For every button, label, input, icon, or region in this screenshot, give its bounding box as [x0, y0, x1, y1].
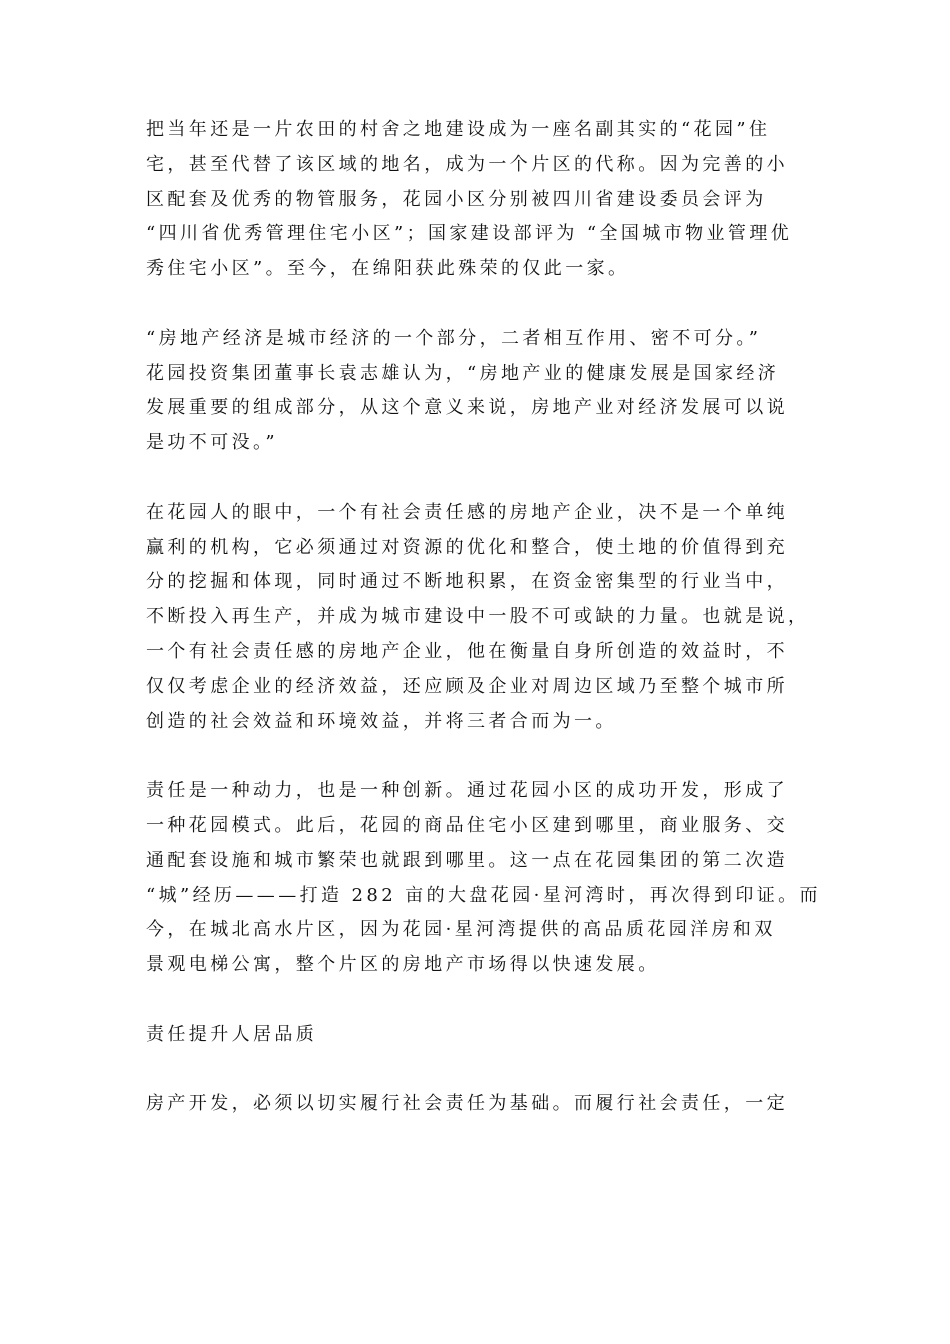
text-line: 分的挖掘和体现，同时通过不断地积累，在资金密集型的行业当中， [146, 571, 788, 593]
text-line: 一个有社会责任感的房地产企业，他在衡量自身所创造的效益时，不 [146, 640, 788, 662]
text-line: 花园投资集团董事长袁志雄认为，“房地产业的健康发展是国家经济 [146, 362, 780, 384]
text-line: 秀住宅小区”。至今，在绵阳获此殊荣的仅此一家。 [146, 258, 630, 280]
section-heading-text: 责任提升人居品质 [146, 1023, 318, 1045]
paragraph-final [146, 1087, 806, 1122]
article-body [146, 113, 821, 1157]
text-line: 区配套及优秀的物管服务，花园小区分别被四川省建设委员会评为 [146, 188, 767, 210]
text-line: 今，在城北高水片区，因为花园·星河湾提供的高品质花园洋房和双 [146, 919, 776, 941]
text-line: 房产开发，必须以切实履行社会责任为基础。而履行社会责任，一定 [146, 1093, 788, 1115]
paragraph-garden-community [146, 113, 806, 287]
text-line: 宅，甚至代替了该区域的地名，成为一个片区的代称。因为完善的小 [146, 153, 788, 175]
text-line: 仅仅考虑企业的经济效益，还应顾及企业对周边区域乃至整个城市所 [146, 675, 788, 697]
text-line: 是功不可没。” [146, 432, 279, 454]
text-line: “房地产经济是城市经济的一个部分，二者相互作用、密不可分。” [146, 327, 762, 349]
text-line: “城”经历———打造 282 亩的大盘花园·星河湾时，再次得到印证。而 [146, 884, 821, 906]
text-line: 发展重要的组成部分，从这个意义来说，房地产业对经济发展可以说 [146, 397, 788, 419]
text-line: “四川省优秀管理住宅小区”；国家建设部评为 “全国城市物业管理优 [146, 223, 793, 245]
text-line: 赢利的机构，它必须通过对资源的优化和整合，使土地的价值得到充 [146, 536, 788, 558]
text-line: 景观电梯公寓，整个片区的房地产市场得以快速发展。 [146, 954, 660, 976]
paragraph-social-responsibility [146, 496, 810, 740]
section-heading [146, 1018, 806, 1053]
text-line: 一种花园模式。此后，花园的商品住宅小区建到哪里，商业服务、交 [146, 814, 788, 836]
paragraph-garden-model [146, 774, 821, 983]
text-line: 在花园人的眼中，一个有社会责任感的房地产企业，决不是一个单纯 [146, 501, 788, 523]
paragraph-chairman-quote [146, 322, 806, 461]
text-line: 不断投入再生产，并成为城市建设中一股不可或缺的力量。也就是说， [146, 606, 810, 628]
text-line: 责任是一种动力，也是一种创新。通过花园小区的成功开发，形成了 [146, 780, 788, 802]
text-line: 通配套设施和城市繁荣也就跟到哪里。这一点在花园集团的第二次造 [146, 849, 788, 871]
text-line: 创造的社会效益和环境效益，并将三者合而为一。 [146, 710, 617, 732]
text-line: 把当年还是一片农田的村舍之地建设成为一座名副其实的“花园”住 [146, 119, 771, 140]
